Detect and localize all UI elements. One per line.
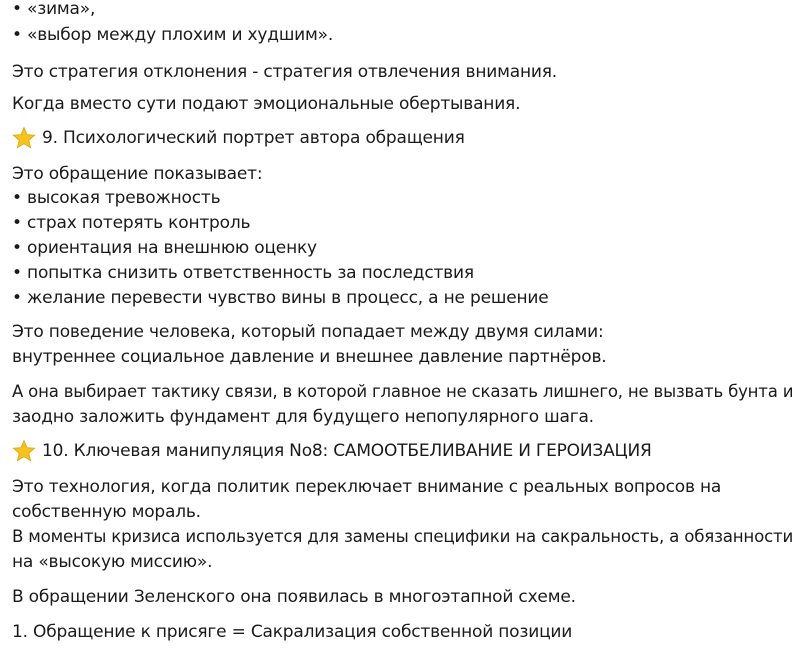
paragraph-crisis-line-2: на «высокую миссию». <box>12 552 213 572</box>
paragraph-wrappers: Когда вместо сути подают эмоциональные обертывания. <box>12 94 521 114</box>
star-icon <box>12 126 36 150</box>
list-item: • ориентация на внешнюю оценку <box>12 236 317 260</box>
paragraph-behavior-line-1: Это поведение человека, который попадает между двумя силами: <box>12 322 604 342</box>
list-item: • страх потерять контроль <box>12 211 250 235</box>
paragraph-tech-line-2: собственную мораль. <box>12 502 201 522</box>
paragraph-tactic-line-1: А она выбирает тактику связи, в которой главное не сказать лишнего, не вызвать бунта и <box>12 382 794 401</box>
list-item: • желание перевести чувство вины в процесс, а не решение <box>12 286 548 310</box>
paragraph-deflection: Это стратегия отклонения - стратегия отвлечения внимания. <box>12 62 557 82</box>
list-item: • попытка снизить ответственность за последствия <box>12 261 474 285</box>
list-item: • «зима», <box>12 0 95 21</box>
star-icon <box>12 439 36 463</box>
section-9-title: 9. Психологический портрет автора обращения <box>42 128 465 148</box>
list-item: • высокая тревожность <box>12 186 220 210</box>
paragraph-tactic-line-2: заодно заложить фундамент для будущего непопулярного шага. <box>12 407 594 427</box>
paragraph-crisis-line-1: В моменты кризиса используется для замены специфики на сакральность, а обязанности <box>12 527 794 546</box>
paragraph-address: В обращении Зеленского она появилась в многоэтапной схеме. <box>12 587 576 607</box>
list-item: • «выбор между плохим и худшим». <box>12 23 333 47</box>
section-9-heading <box>12 126 465 150</box>
paragraph-tech-line-1: Это технология, когда политик переключает внимание с реальных вопросов на <box>12 477 722 497</box>
paragraph-behavior-line-2: внутреннее социальное давление и внешнее давление партнёров. <box>12 347 607 367</box>
section-10-title: 10. Ключевая манипуляция No8: САМООТБЕЛИВАНИЕ И ГЕРОИЗАЦИЯ <box>42 441 652 461</box>
section-9-intro: Это обращение показывает: <box>12 164 263 184</box>
section-10-heading <box>12 439 652 463</box>
numbered-item-1: 1. Обращение к присяге = Сакрализация собственной позиции <box>12 622 573 642</box>
